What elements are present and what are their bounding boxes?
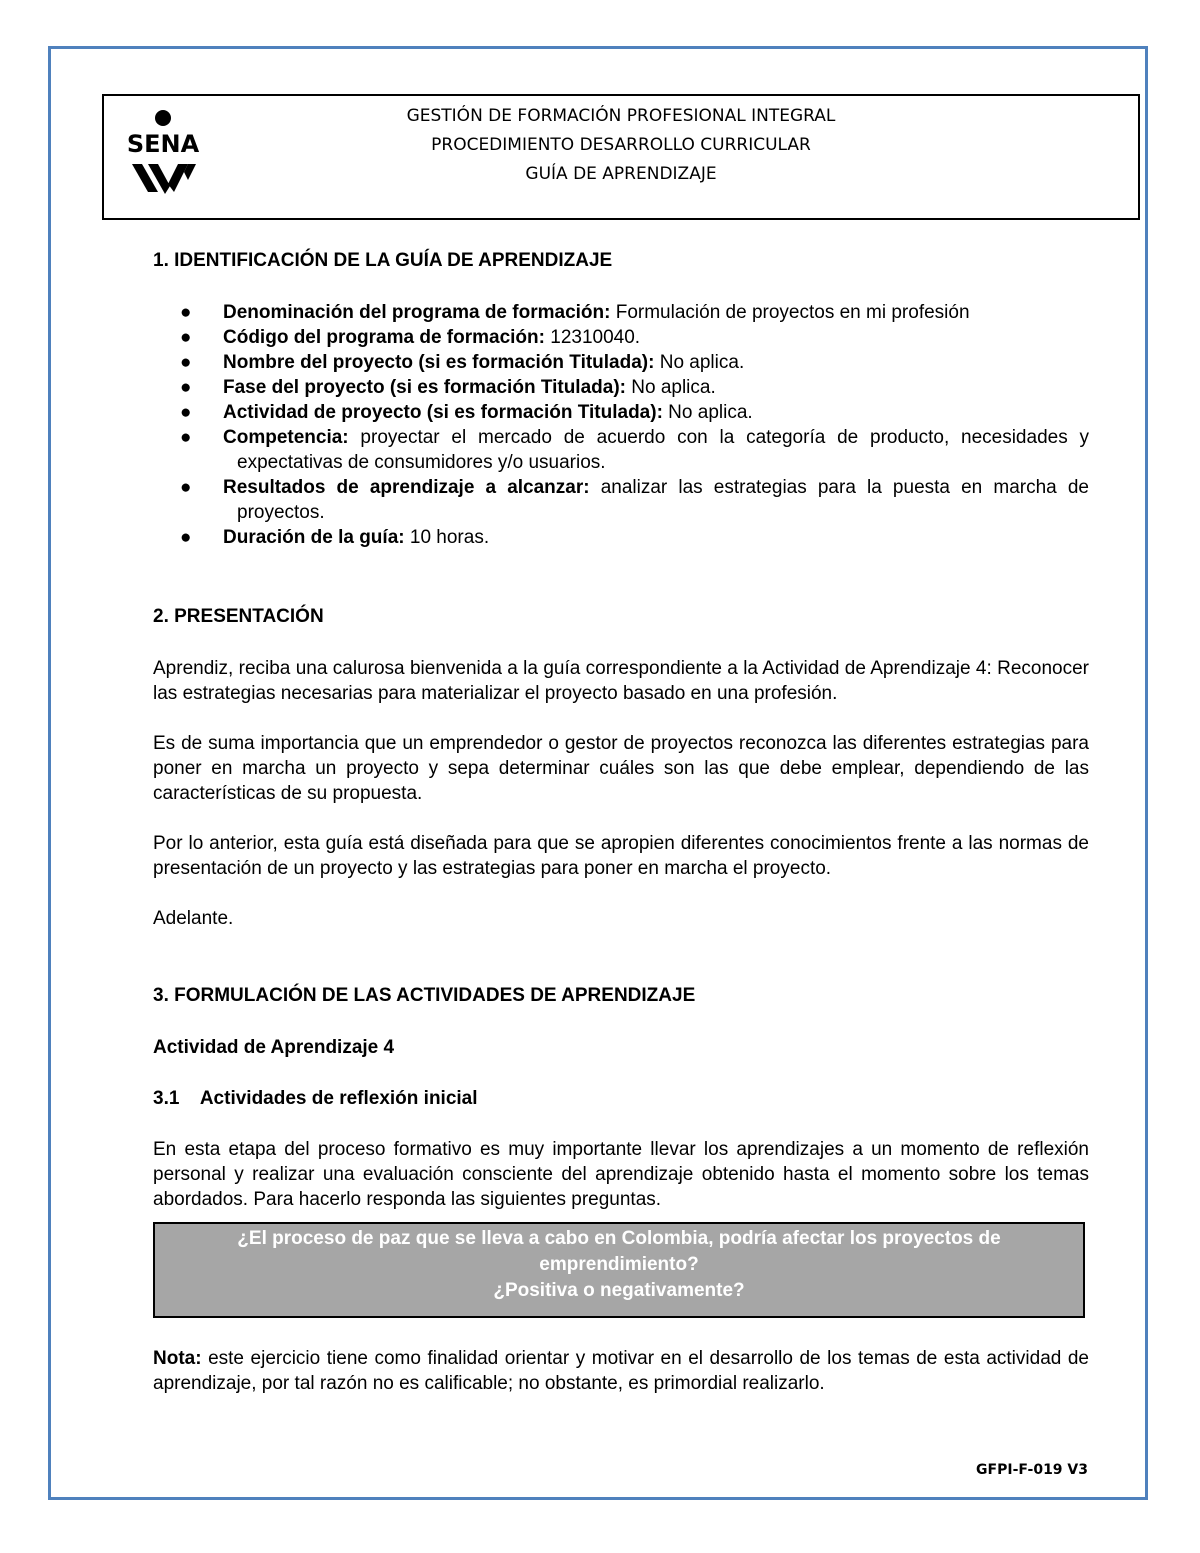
identification-list	[153, 300, 1089, 550]
list-item: ● Resultados de aprendizaje a alcanzar: analizar las estrategias para la puesta en marcha de proyectos.	[180, 477, 1089, 523]
presentation-paragraph-4: Adelante.	[153, 908, 234, 929]
list-item: ● Nombre del proyecto (si es formación Titulada): No aplica.	[180, 352, 745, 373]
note-paragraph	[153, 1346, 1089, 1396]
bullet-icon: ●	[180, 327, 192, 348]
presentation-paragraph-1: Aprendiz, reciba una calurosa bienvenida a la guía correspondiente a la Actividad de Aprendizaje 4: Reconocer las estrategias necesarias para materializar el proyecto basado en una profesión.	[153, 658, 1089, 704]
header-line-3: GUÍA DE APRENDIZAJE	[525, 164, 717, 184]
bullet-icon: ●	[180, 477, 192, 498]
header-title-block	[104, 102, 1138, 189]
form-code: GFPI-F-019 V3	[976, 1462, 1088, 1478]
presentation-paragraph-2: Es de suma importancia que un emprendedor o gestor de proyectos reconozca las diferentes estrategias para poner en marcha un proyecto y sepa determinar cuáles son las que debe emplear, dependiendo de las características de su propuesta.	[153, 733, 1089, 804]
section-1-title: 1. IDENTIFICACIÓN DE LA GUÍA DE APRENDIZAJE	[153, 250, 613, 271]
bullet-icon: ●	[180, 402, 192, 423]
document-body	[153, 248, 1089, 1421]
section-3-title: 3. FORMULACIÓN DE LAS ACTIVIDADES DE APRENDIZAJE	[153, 985, 696, 1006]
note-label: Nota:	[153, 1348, 202, 1369]
document-header	[102, 94, 1140, 220]
list-item: ● Fase del proyecto (si es formación Titulada): No aplica.	[180, 377, 716, 398]
list-item: ● Código del programa de formación: 12310040.	[180, 327, 641, 348]
question-line-1: ¿El proceso de paz que se lleva a cabo en Colombia, podría afectar los proyectos de emprendimiento?	[237, 1228, 1001, 1275]
section-2-title: 2. PRESENTACIÓN	[153, 606, 324, 627]
list-item: ● Duración de la guía: 10 horas.	[180, 527, 490, 548]
list-item: ● Actividad de proyecto (si es formación Titulada): No aplica.	[180, 402, 753, 423]
svg-text:SENA: SENA	[126, 130, 200, 158]
header-line-1: GESTIÓN DE FORMACIÓN PROFESIONAL INTEGRAL	[406, 106, 836, 126]
question-line-2: ¿Positiva o negativamente?	[493, 1280, 745, 1301]
note-text: este ejercicio tiene como finalidad orientar y motivar en el desarrollo de los temas de esta actividad de aprendizaje, por tal razón no es calificable; no obstante, es primordial realizarlo.	[153, 1348, 1089, 1394]
bullet-icon: ●	[180, 527, 192, 548]
bullet-icon: ●	[180, 427, 192, 448]
reflection-intro: En esta etapa del proceso formativo es muy importante llevar los aprendizajes a un momento de reflexión personal y realizar una evaluación consciente del aprendizaje obtenido hasta el momento sobre los temas abordados. Para hacerlo responda las siguientes preguntas.	[153, 1139, 1089, 1210]
bullet-icon: ●	[180, 352, 192, 373]
subsection-title: 3.1 Actividades de reflexión inicial	[153, 1088, 478, 1109]
bullet-icon: ●	[180, 302, 192, 323]
bullet-icon: ●	[180, 377, 192, 398]
activity-title: Actividad de Aprendizaje 4	[153, 1037, 395, 1058]
header-line-2: PROCEDIMIENTO DESARROLLO CURRICULAR	[431, 135, 811, 155]
presentation-paragraph-3: Por lo anterior, esta guía está diseñada para que se apropien diferentes conocimientos frente a las normas de presentación de un proyecto y las estrategias para poner en marcha el proyecto.	[153, 833, 1089, 879]
list-item: ● Competencia: proyectar el mercado de acuerdo con la categoría de producto, necesidades y expectativas de consumidores y/o usuarios.	[180, 427, 1089, 473]
reflection-question-box	[153, 1222, 1085, 1318]
list-item: ● Denominación del programa de formación: Formulación de proyectos en mi profesión	[180, 302, 970, 323]
